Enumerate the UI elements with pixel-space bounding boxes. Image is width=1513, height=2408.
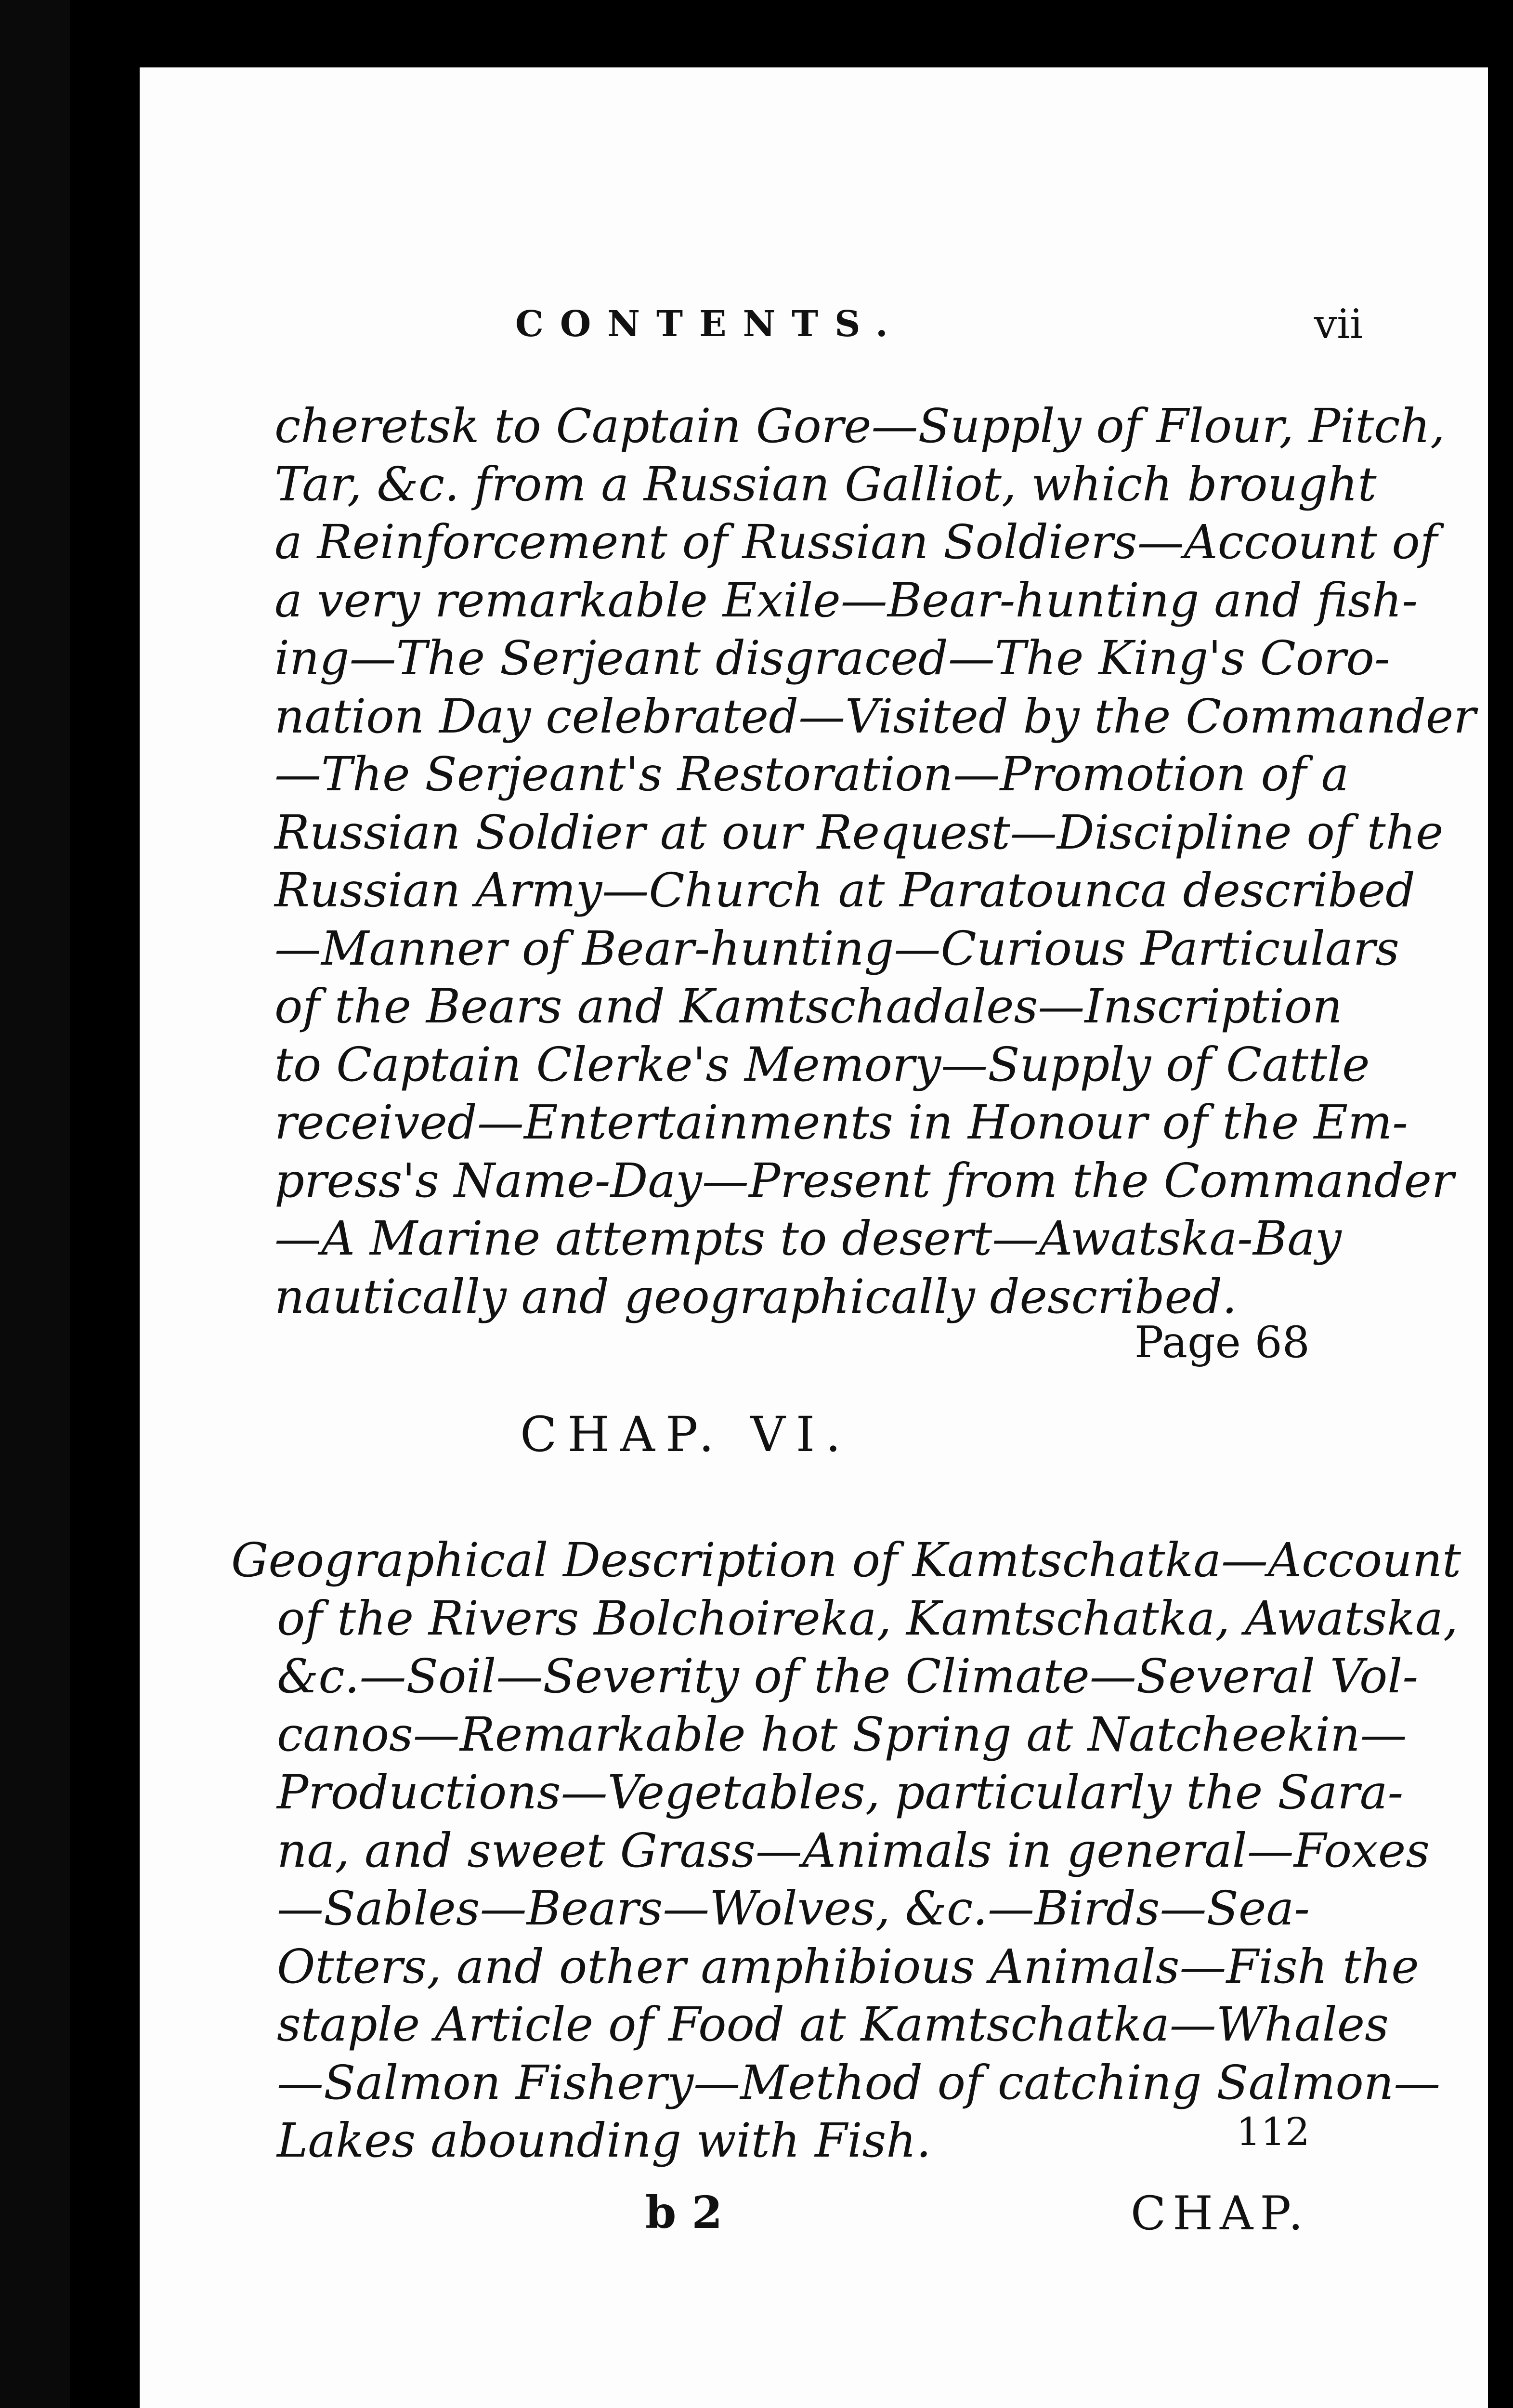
entry-line: —Salmon Fishery—Method of catching Salmon— (277, 2055, 1441, 2110)
entry-line: —A Marine attempts to desert—Awatska-Bay (274, 1211, 1342, 1266)
catchword: CHAP. (1130, 2186, 1310, 2240)
entry-line: a very remarkable Exile—Bear-hunting and fish- (274, 573, 1418, 628)
chapter-heading: CHAP. VI. (520, 1406, 852, 1463)
entry-line: cheretsk to Captain Gore—Supply of Flour, Pitch, (274, 399, 1445, 453)
entry-line: &c.—Soil—Severity of the Climate—Several Vol- (277, 1649, 1419, 1703)
entry-line: Russian Soldier at our Request—Discipline of the (274, 805, 1444, 860)
entry-line: Russian Army—Church at Paratounca described (274, 863, 1416, 917)
contents-entry (274, 397, 1476, 1326)
scan-margin (0, 0, 70, 2408)
page-reference: 112 (1236, 2109, 1310, 2154)
entry-line: —Manner of Bear-hunting—Curious Particulars (274, 921, 1399, 976)
entry-line: —Sables—Bears—Wolves, &c.—Birds—Sea- (277, 1881, 1310, 1936)
contents-entry (231, 1531, 1461, 2170)
entry-line: Tar, &c. from a Russian Galliot, which brought (274, 457, 1377, 511)
page-header (515, 303, 1363, 361)
entry-line: na, and sweet Grass—Animals in general—Foxes (277, 1823, 1430, 1878)
entry-line: ing—The Serjeant disgraced—The King's Coro- (274, 631, 1390, 685)
signature-mark: b 2 (645, 2186, 723, 2238)
entry-line: Lakes abounding with Fish. (277, 2113, 931, 2168)
page-reference: Page 68 (1134, 1317, 1310, 1368)
entry-line: of the Bears and Kamtschadales—Inscription (274, 979, 1343, 1034)
book-page (140, 67, 1488, 2408)
entry-line: Otters, and other amphibious Animals—Fish the (277, 1939, 1419, 1994)
entry-line: press's Name-Day—Present from the Commander (274, 1153, 1454, 1208)
entry-line: received—Entertainments in Honour of the Em- (274, 1095, 1408, 1150)
running-title: CONTENTS. (515, 303, 904, 345)
entry-line: staple Article of Food at Kamtschatka—Whales (277, 1997, 1389, 2052)
page-footer (140, 2186, 1488, 2254)
entry-line: —The Serjeant's Restoration—Promotion of a (274, 747, 1349, 801)
entry-line: nautically and geographically described. (274, 1269, 1237, 1324)
entry-line: nation Day celebrated—Visited by the Commander (274, 689, 1476, 744)
entry-line: Productions—Vegetables, particularly the Sara- (277, 1765, 1404, 1819)
entry-line: Geographical Description of Kamtschatka—Account (231, 1533, 1461, 1587)
entry-line: a Reinforcement of Russian Soldiers—Account of (274, 515, 1437, 569)
entry-line: canos—Remarkable hot Spring at Natcheekin— (277, 1707, 1407, 1762)
page-number: vii (1314, 301, 1363, 348)
entry-line: to Captain Clerke's Memory—Supply of Cattle (274, 1037, 1370, 1092)
entry-line: of the Rivers Bolchoireka, Kamtschatka, Awatska, (277, 1591, 1458, 1646)
